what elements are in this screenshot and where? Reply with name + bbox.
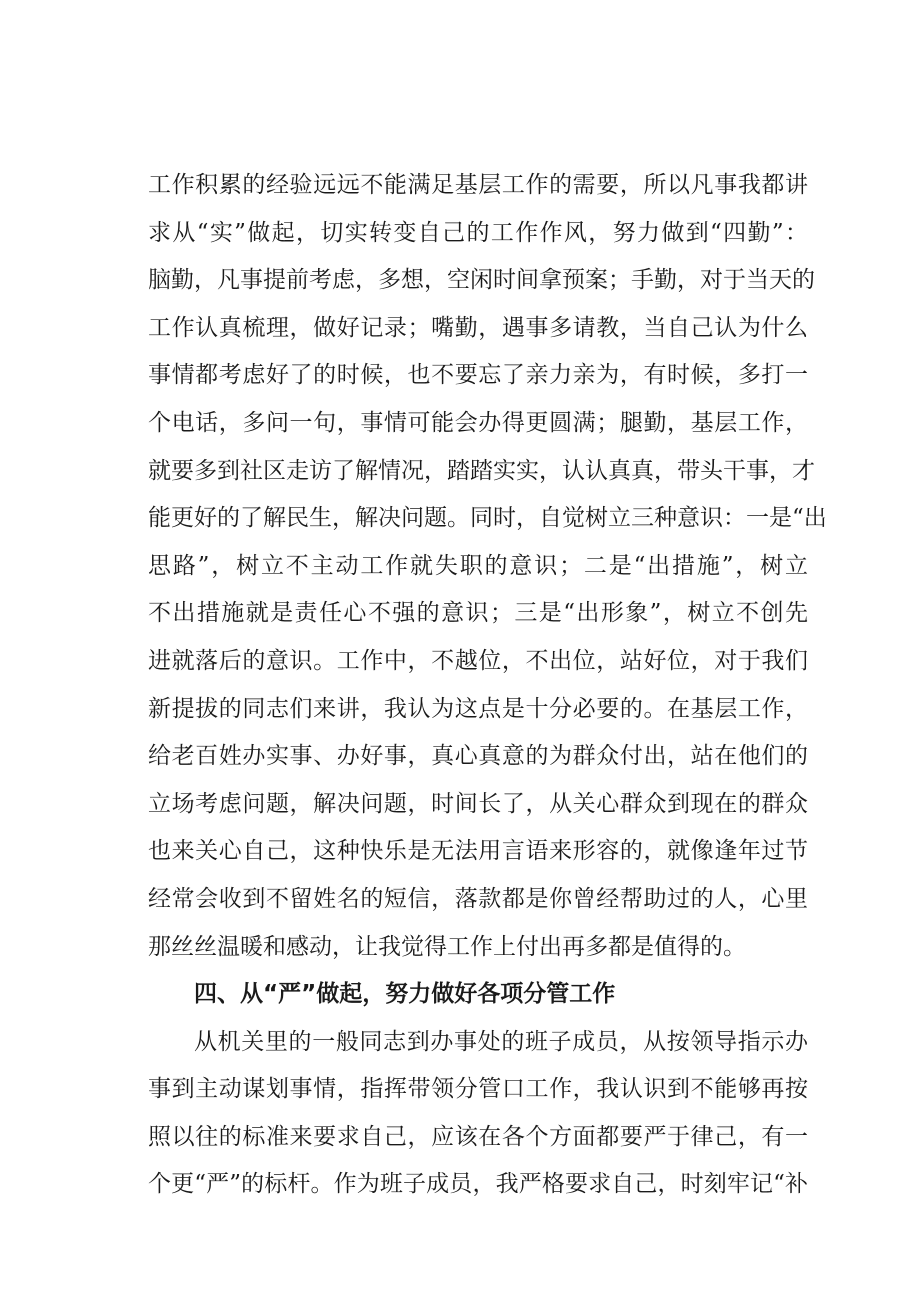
paragraph-line: 思路”，树立不主动工作就失职的意识；二是“出措施”，树立 (148, 552, 808, 579)
paragraph-line: 工作积累的经验远远不能满足基层工作的需要，所以凡事我都讲 (148, 172, 808, 198)
paragraph-line: 事情都考虑好了的时候，也不要忘了亲力亲为，有时候，多打一 (148, 362, 808, 389)
paragraph-line: 新提拔的同志们来讲，我认为这点是十分必要的。在基层工作， (148, 695, 808, 722)
paragraph-line: 工作认真梳理，做好记录；嘴勤，遇事多请教，当自己认为什么 (148, 314, 808, 341)
section-heading: 四、从“严”做起，努力做好各项分管工作 (194, 981, 616, 1008)
paragraph-line: 照以往的标准来要求自己，应该在各个方面都要严于律己，有一 (148, 1123, 808, 1150)
paragraph-line: 就要多到社区走访了解情况，踏踏实实，认认真真，带头干事，才 (148, 457, 815, 484)
paragraph-line: 个电话，多问一句，事情可能会办得更圆满；腿勤，基层工作， (148, 409, 808, 436)
paragraph-line: 进就落后的意识。工作中，不越位，不出位，站好位，对于我们 (148, 647, 808, 674)
paragraph-line: 不出措施就是责任心不强的意识；三是“出形象”，树立不创先 (148, 600, 808, 627)
paragraph-line: 也来关心自己，这种快乐是无法用言语来形容的，就像逢年过节 (148, 838, 808, 865)
paragraph-line: 事到主动谋划事情，指挥带领分管口工作，我认识到不能够再按 (148, 1076, 808, 1103)
paragraph-line: 能更好的了解民生，解决问题。同时，自觉树立三种意识：一是“出 (148, 505, 827, 532)
paragraph-line: 从机关里的一般同志到办事处的班子成员，从按领导指示办 (194, 1028, 808, 1055)
paragraph-line: 个更“严”的标杆。作为班子成员，我严格要求自己，时刻牢记“补 (148, 1171, 808, 1198)
paragraph-line: 立场考虑问题，解决问题，时间长了，从关心群众到现在的群众 (148, 790, 808, 817)
paragraph-line: 给老百姓办实事、办好事，真心真意的为群众付出，站在他们的 (148, 743, 808, 770)
document-body (148, 162, 827, 1209)
paragraph-line: 求从“实”做起，切实转变自己的工作作风，努力做到“四勤”： (148, 219, 808, 246)
paragraph-line: 那丝丝温暖和感动，让我觉得工作上付出再多都是值得的。 (148, 933, 746, 960)
paragraph-line: 脑勤，凡事提前考虑，多想，空闲时间拿预案；手勤，对于当天的 (148, 267, 815, 294)
paragraph-line: 经常会收到不留姓名的短信，落款都是你曾经帮助过的人，心里 (148, 885, 808, 912)
